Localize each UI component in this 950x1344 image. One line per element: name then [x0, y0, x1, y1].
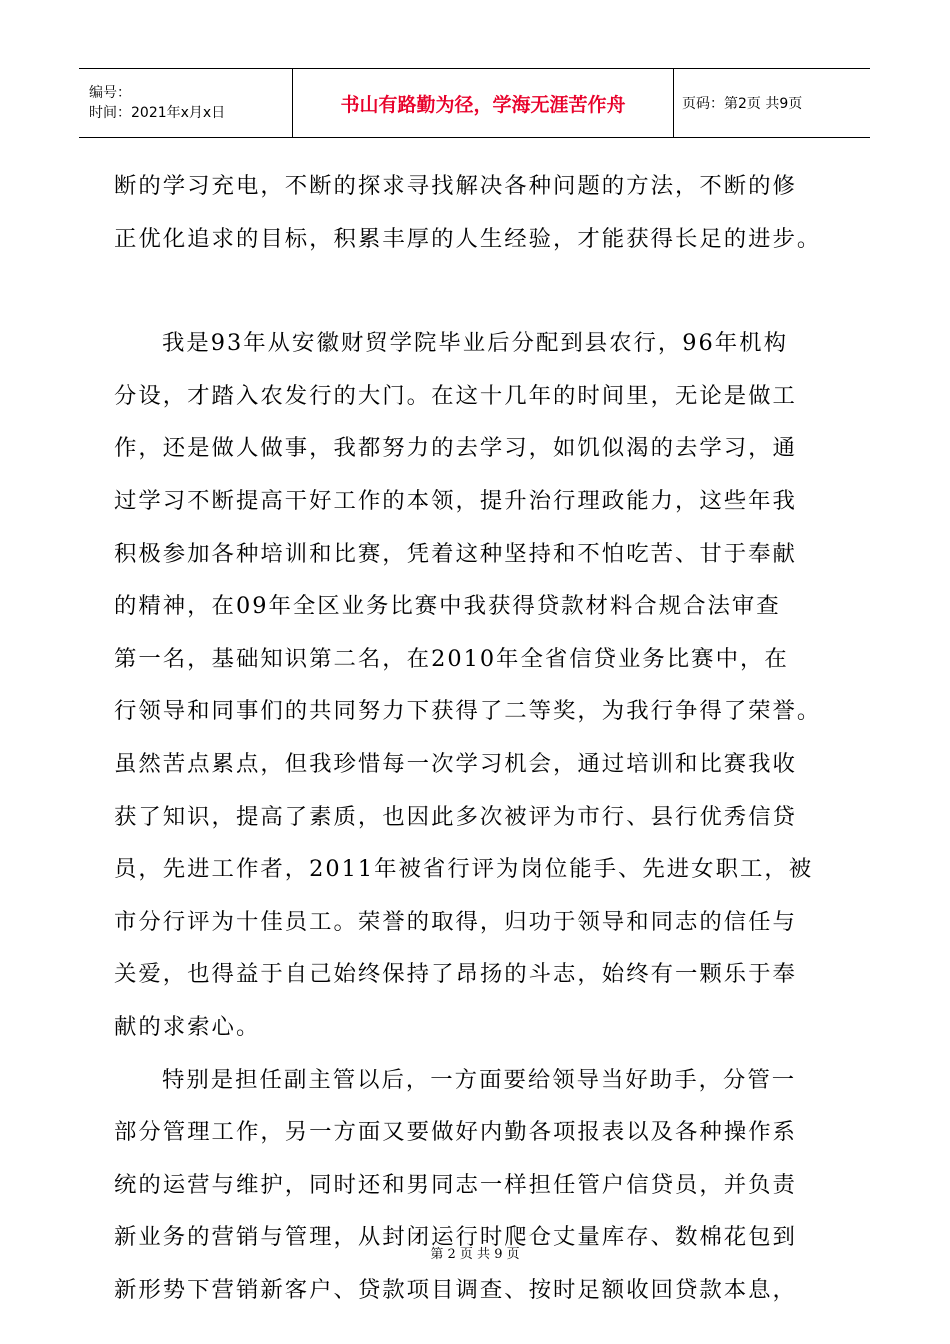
- text-line: 作，还是做人做事，我都努力的去学习，如饥似渴的去学习，通: [114, 435, 797, 462]
- text-line: 分设，才踏入农发行的大门。在这十几年的时间里，无论是做工: [114, 382, 797, 409]
- page-footer: 第 2 页 共 9 页: [430, 1247, 520, 1262]
- text-line: 断的学习充电，不断的探求寻找解决各种问题的方法，不断的修: [114, 173, 797, 199]
- text-line: 过学习不断提高干好工作的本领，提升治行理政能力，这些年我: [114, 487, 797, 514]
- text-line: 新业务的营销与管理，从封闭运行时爬仓丈量库存、数棉花包到: [114, 1224, 797, 1251]
- text-line: 行领导和同事们的共同努力下获得了二等奖，为我行争得了荣誉。: [114, 698, 822, 725]
- text-line: 虽然苦点累点，但我珍惜每一次学习机会，通过培训和比赛我收: [114, 750, 797, 777]
- paragraph: [114, 160, 840, 265]
- text-line: 特别是担任副主管以后，一方面要给领导当好助手，分管一: [162, 1066, 797, 1093]
- paragraph: [114, 317, 840, 1053]
- text-line: 部分管理工作，另一方面又要做好内勤各项报表以及各种操作系: [114, 1119, 797, 1146]
- text-line: 我是93年从安徽财贸学院毕业后分配到县农行，96年机构: [162, 330, 788, 357]
- document-body: [114, 160, 840, 1316]
- page-header: [79, 68, 870, 138]
- header-motto: 书山有路勤为径，学海无涯苦作舟: [293, 69, 674, 138]
- text-line: 新形势下营销新客户、贷款项目调查、按时足额收回贷款本息，: [114, 1276, 797, 1303]
- document-date: 时间：2021年x月x日: [89, 105, 226, 121]
- text-line: 正优化追求的目标，积累丰厚的人生经验，才能获得长足的进步。: [114, 225, 822, 252]
- header-page-code: 页码：第2页 共9页: [682, 96, 803, 112]
- text-line: 统的运营与维护，同时还和男同志一样担任管户信贷员，并负责: [114, 1171, 797, 1198]
- text-line: 关爱，也得益于自己始终保持了昂扬的斗志，始终有一颗乐于奉: [114, 961, 797, 988]
- text-line: 员，先进工作者，2011年被省行评为岗位能手、先进女职工，被: [114, 856, 814, 883]
- text-line: 市分行评为十佳员工。荣誉的取得，归功于领导和同志的信任与: [114, 908, 797, 935]
- document-number: 编号：: [89, 85, 131, 101]
- text-line: 第一名，基础知识第二名，在2010年全省信贷业务比赛中，在: [114, 645, 789, 672]
- text-line: 积极参加各种培训和比赛，凭着这种坚持和不怕吃苦、甘于奉献: [114, 540, 797, 567]
- header-meta: [79, 69, 293, 138]
- text-line: 的精神，在09年全区业务比赛中我获得贷款材料合规合法审查: [114, 593, 781, 620]
- text-line: 获了知识，提高了素质，也因此多次被评为市行、县行优秀信贷: [114, 803, 797, 830]
- paragraph: [114, 1054, 840, 1317]
- text-line: 献的求索心。: [114, 1013, 261, 1040]
